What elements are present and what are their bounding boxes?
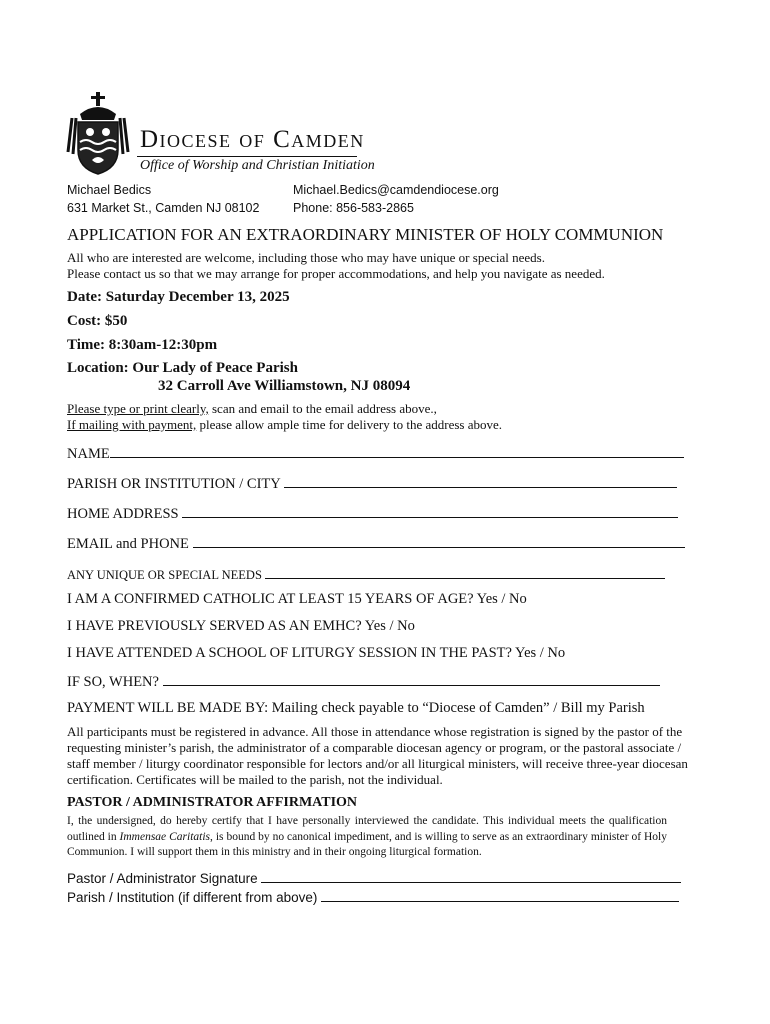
event-date: Date: Saturday December 13, 2025 [67,289,290,305]
email-phone-label: EMAIL and PHONE [67,536,189,552]
email-phone-field[interactable] [67,535,685,553]
parish-institution-line[interactable] [321,889,679,902]
event-location-label: Location: Our Lady of Peace Parish [67,360,298,376]
header-divider [137,156,357,157]
event-location-address: 32 Carroll Ave Williamstown, NJ 08094 [158,378,411,394]
question-when-input-line[interactable] [163,673,660,686]
instruction-line-1-rest: scan and email to the email address above., [208,401,437,416]
pastor-signature-line[interactable] [261,870,681,883]
office-name: Office of Worship and Christian Initiation [140,158,375,173]
affirmation-heading: PASTOR / ADMINISTRATOR AFFIRMATION [67,795,358,810]
home-address-field[interactable] [67,505,678,523]
contact-name: Michael Bedics [67,183,152,197]
instruction-line-1-underlined: Please type or print clearly, [67,401,209,416]
special-needs-label: ANY UNIQUE OR SPECIAL NEEDS [67,568,262,582]
intro-line-1: All who are interested are welcome, including those who may have unique or special needs. [67,250,545,265]
parish-label: PARISH OR INSTITUTION / CITY [67,476,281,492]
payment-method[interactable]: PAYMENT WILL BE MADE BY: Mailing check payable to “Diocese of Camden” / Bill my Parish [67,700,645,716]
parish-institution-label: Parish / Institution (if different from above) [67,890,318,905]
parish-institution-field[interactable] [67,889,679,905]
instruction-line-2 [67,417,502,433]
diocese-coat-of-arms-icon [66,92,130,176]
instruction-line-1 [67,401,437,417]
contact-address: 631 Market St., Camden NJ 08102 [67,201,260,215]
affirmation-text [67,814,667,861]
contact-phone: Phone: 856-583-2865 [293,201,414,215]
affirmation-text-before: I, the undersigned, do hereby certify that I have personally interviewed the candidate. This individual meets the qualification outlined in [67,815,667,843]
name-label: NAME [67,446,110,462]
instruction-line-2-rest: please allow ample time for delivery to the address above. [196,417,503,432]
event-time: Time: 8:30am-12:30pm [67,337,218,353]
question-when-field[interactable] [67,673,660,691]
question-previously-served[interactable]: I HAVE PREVIOUSLY SERVED AS AN EMHC? Yes / No [67,618,415,634]
affirmation-text-italic: Immensae Caritatis [119,830,211,843]
instruction-line-2-underlined: If mailing with payment, [67,417,197,432]
parish-input-line[interactable] [284,475,677,488]
question-confirmed-catholic[interactable]: I AM A CONFIRMED CATHOLIC AT LEAST 15 YEARS OF AGE? Yes / No [67,591,527,607]
special-needs-input-line[interactable] [265,566,665,579]
home-address-input-line[interactable] [182,505,678,518]
form-title: APPLICATION FOR AN EXTRAORDINARY MINISTER OF HOLY COMMUNION [67,225,664,244]
affirmation-text-after: , is bound by no canonical impediment, and is willing to serve as an extraordinary minister of Holy Communion. I will support them in this ministry and in their ongoing liturgical formation. [67,830,668,858]
event-cost: Cost: $50 [67,313,128,329]
pastor-signature-field[interactable] [67,870,681,886]
name-field[interactable] [67,445,684,463]
pastor-signature-label: Pastor / Administrator Signature [67,871,258,886]
email-phone-input-line[interactable] [193,535,685,548]
special-needs-field[interactable] [67,566,665,583]
question-when-label: IF SO, WHEN? [67,674,159,690]
question-attended-school[interactable]: I HAVE ATTENDED A SCHOOL OF LITURGY SESSION IN THE PAST? Yes / No [67,645,566,661]
name-input-line[interactable] [110,445,684,458]
diocese-name: Diocese of Camden [140,126,365,153]
parish-field[interactable] [67,475,677,493]
contact-email: Michael.Bedics@camdendiocese.org [293,183,499,197]
home-address-label: HOME ADDRESS [67,506,179,522]
registration-note: All participants must be registered in advance. All those in attendance whose registration is signed by the pastor of the requesting minister’s parish, the administrator of a comparable diocesan agency or program, or the pastoral associate / staff member / liturgy coordinator responsible for lectors and/or all liturgical ministers, will receive three-year diocesan certification. Certificates will be mailed to the parish, not the individual. [67,724,688,787]
intro-line-2: Please contact us so that we may arrange for proper accommodations, and help you navigate as needed. [67,266,605,281]
